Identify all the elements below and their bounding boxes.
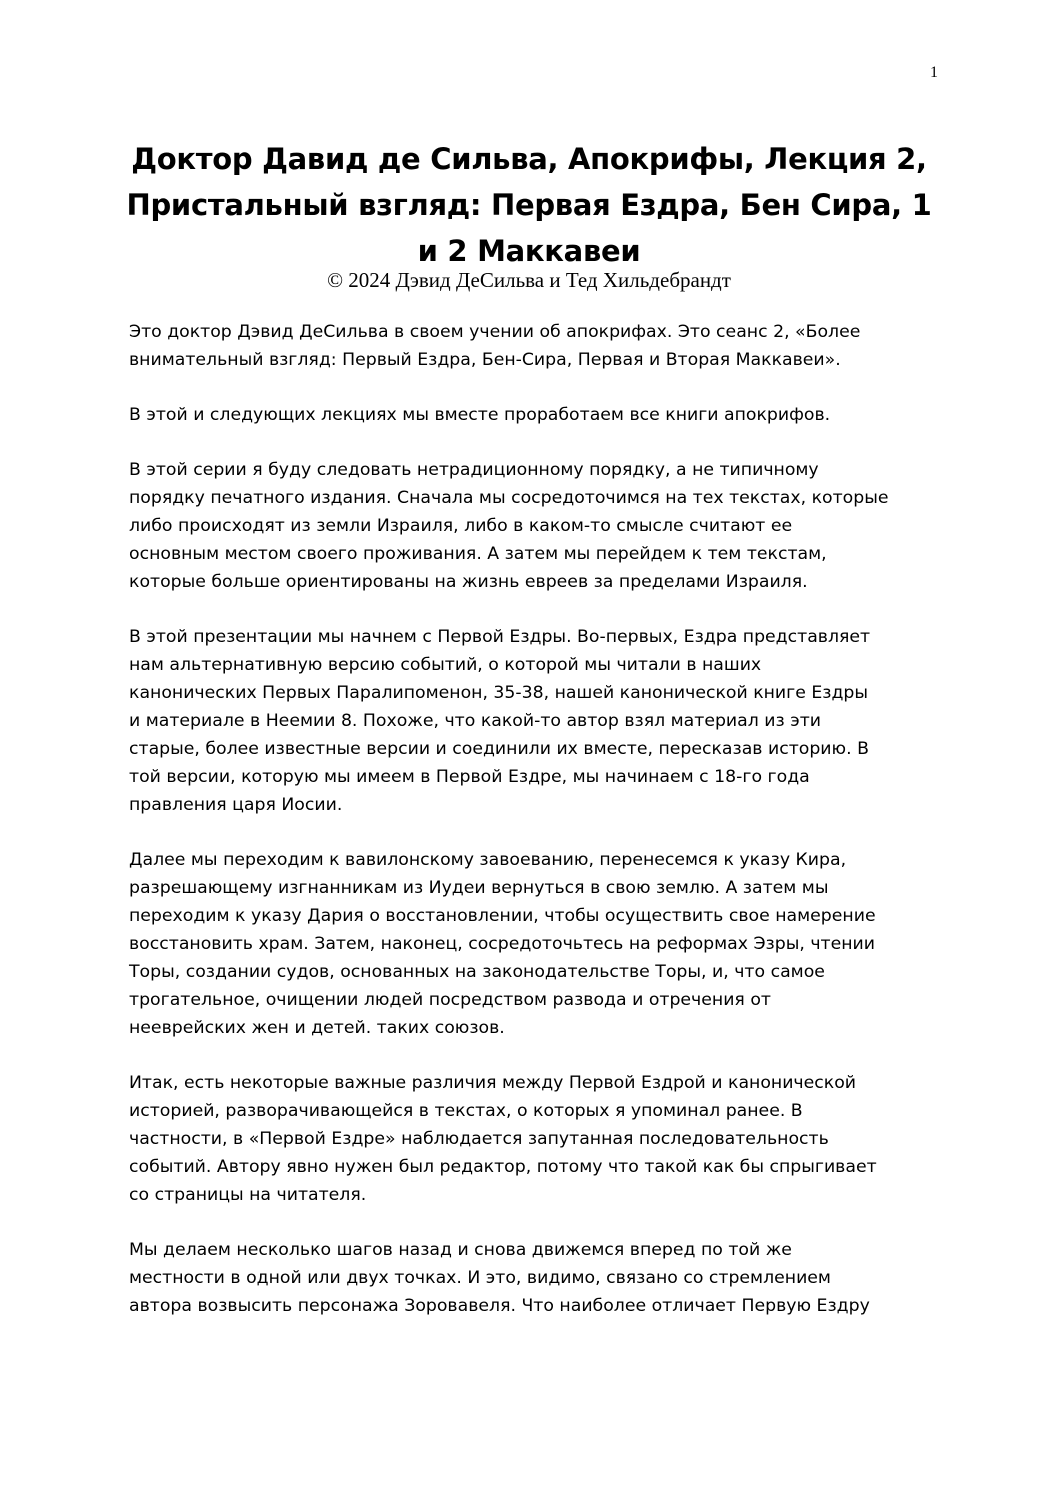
- paragraph-line: старые, более известные версии и соединили их вместе, пересказав историю. В: [129, 739, 869, 759]
- paragraph-line: порядку печатного издания. Сначала мы сосредоточимся на тех текстах, которые: [129, 488, 889, 508]
- paragraph-line: событий. Автору явно нужен был редактор, потому что такой как бы спрыгивает: [129, 1157, 877, 1177]
- paragraph-line: основным местом своего проживания. А затем мы перейдем к тем текстам,: [129, 544, 827, 564]
- paragraph-line: Торы, создании судов, основанных на законодательстве Торы, и, что самое: [129, 962, 825, 982]
- paragraph-line: восстановить храм. Затем, наконец, сосредоточьтесь на реформах Эзры, чтении: [129, 934, 876, 954]
- title-line: Доктор Давид де Сильва, Апокрифы, Лекция 2,: [131, 142, 927, 176]
- paragraph: [129, 318, 939, 374]
- paragraph-line: правления царя Иосии.: [129, 795, 343, 815]
- paragraph-line: В этой и следующих лекциях мы вместе проработаем все книги апокрифов.: [129, 405, 831, 425]
- paragraph-line: нам альтернативную версию событий, о которой мы читали в наших: [129, 655, 762, 675]
- paragraph-line: разрешающему изгнанникам из Иудеи вернуться в свою землю. А затем мы: [129, 878, 829, 898]
- paragraph-line: местности в одной или двух точках. И это, видимо, связано со стремлением: [129, 1268, 831, 1288]
- page-number: 1: [930, 64, 938, 81]
- paragraph-line: автора возвысить персонажа Зоровавеля. Что наиболее отличает Первую Ездру: [129, 1296, 870, 1316]
- paragraph: [129, 456, 939, 596]
- paragraph-line: нееврейских жен и детей. таких союзов.: [129, 1018, 505, 1038]
- paragraph-line: и материале в Неемии 8. Похоже, что какой-то автор взял материал из эти: [129, 711, 821, 731]
- paragraph: [129, 623, 939, 819]
- paragraph-line: переходим к указу Дария о восстановлении, чтобы осуществить свое намерение: [129, 906, 876, 926]
- title-line: Пристальный взгляд: Первая Ездра, Бен Сира, 1: [126, 188, 932, 222]
- paragraph: [129, 1069, 939, 1209]
- paragraph-line: Мы делаем несколько шагов назад и снова движемся вперед по той же: [129, 1240, 792, 1260]
- paragraph: [129, 1236, 939, 1320]
- paragraph: [129, 401, 939, 429]
- paragraph-line: либо происходят из земли Израиля, либо в каком-то смысле считают ее: [129, 516, 793, 536]
- paragraph-line: Это доктор Дэвид ДеСильва в своем учении об апокрифах. Это сеанс 2, «Более: [129, 322, 861, 342]
- paragraph-line: той версии, которую мы имеем в Первой Ездре, мы начинаем с 18-го года: [129, 767, 810, 787]
- title-line: и 2 Маккавеи: [417, 234, 641, 268]
- paragraph: [129, 846, 939, 1042]
- document-body: [129, 318, 939, 1347]
- page-title: [100, 136, 958, 274]
- paragraph-line: канонических Первых Паралипоменон, 35-38, нашей канонической книге Ездры: [129, 683, 869, 703]
- paragraph-line: В этой презентации мы начнем с Первой Ездры. Во-первых, Ездра представляет: [129, 627, 871, 647]
- paragraph-line: частности, в «Первой Ездре» наблюдается запутанная последовательность: [129, 1129, 829, 1149]
- paragraph-line: которые больше ориентированы на жизнь евреев за пределами Израиля.: [129, 572, 808, 592]
- paragraph-line: В этой серии я буду следовать нетрадиционному порядку, а не типичному: [129, 460, 819, 480]
- paragraph-line: трогательное, очищении людей посредством развода и отречения от: [129, 990, 771, 1010]
- paragraph-line: историей, разворачивающейся в текстах, о которых я упоминал ранее. В: [129, 1101, 803, 1121]
- paragraph-line: со страницы на читателя.: [129, 1185, 367, 1205]
- paragraph-line: Итак, есть некоторые важные различия между Первой Ездрой и канонической: [129, 1073, 857, 1093]
- paragraph-line: внимательный взгляд: Первый Ездра, Бен-Сира, Первая и Вторая Маккавеи».: [129, 350, 841, 370]
- copyright-line: © 2024 Дэвид ДеСильва и Тед Хильдебрандт: [327, 268, 731, 292]
- paragraph-line: Далее мы переходим к вавилонскому завоеванию, перенесемся к указу Кира,: [129, 850, 847, 870]
